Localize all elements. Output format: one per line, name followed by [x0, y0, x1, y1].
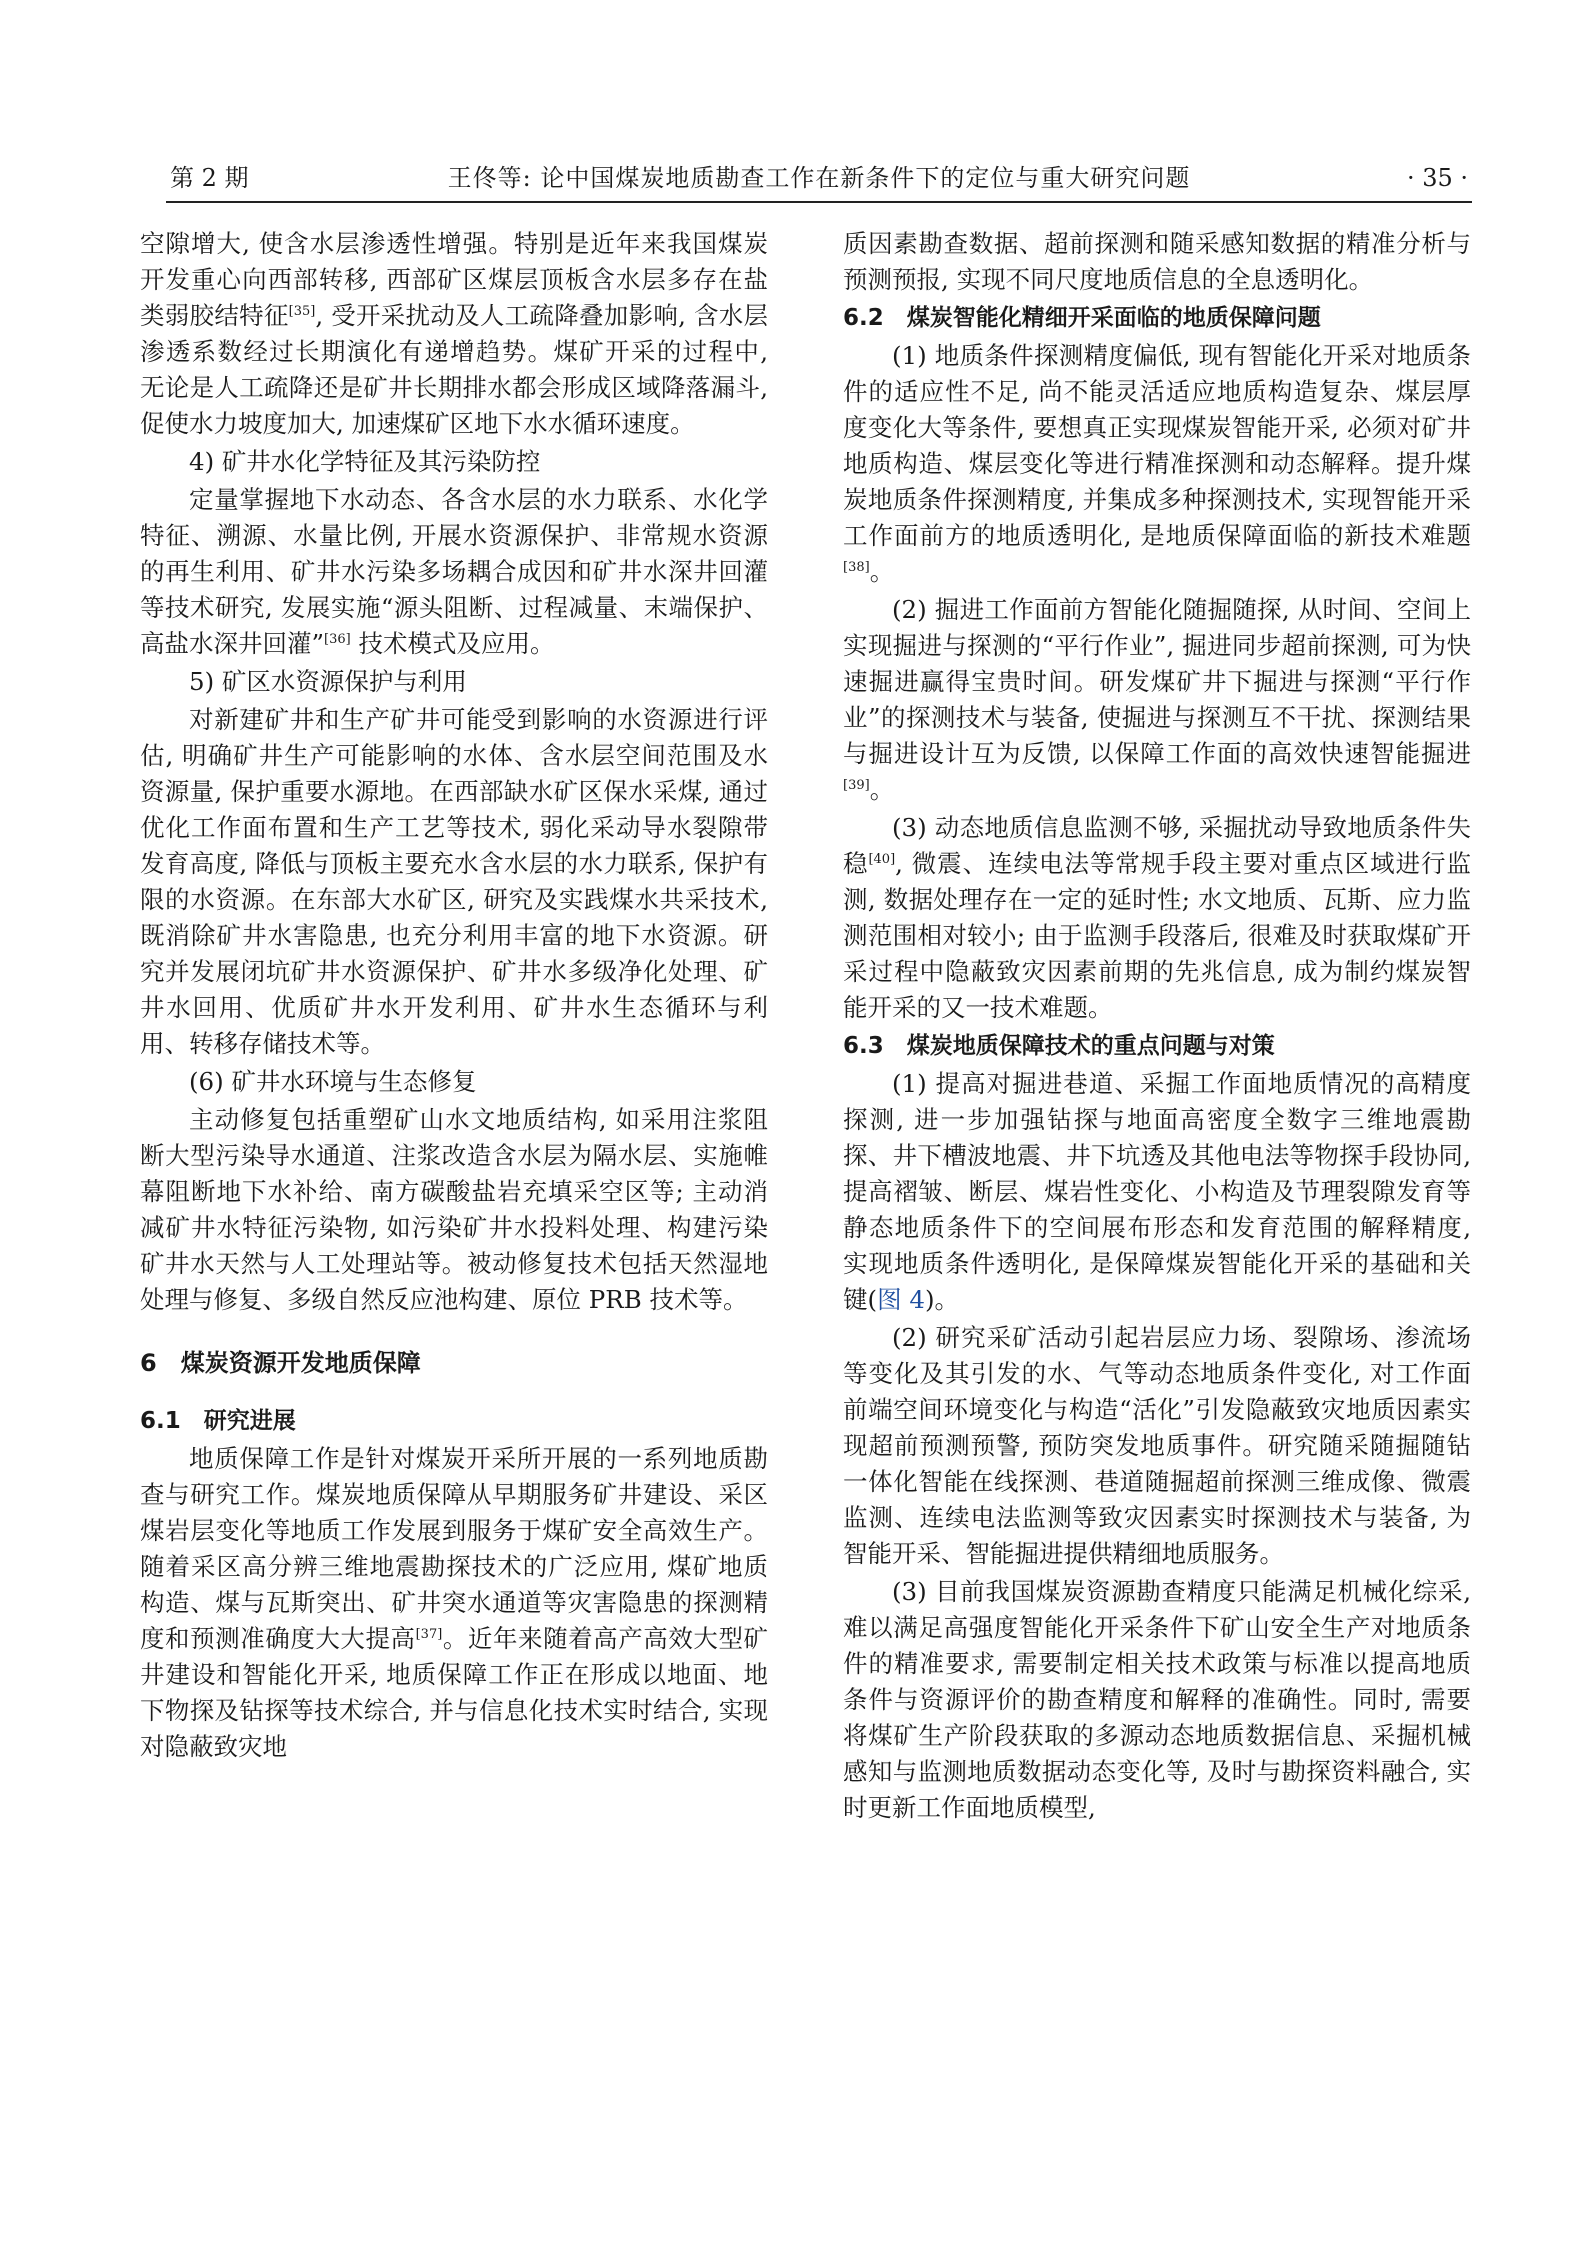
- paragraph-text: , 受开采扰动及人工疏降叠加影响, 含水层渗透系数经过长期演化有递增趋势。煤矿开采的过程中, 无论是人工疏降还是矿井长期排水都会形成区域降落漏斗, 促使水力坡度加大, 加速煤矿区地下水水循环速度。: [140, 301, 769, 438]
- citation: [39]: [843, 778, 870, 793]
- section-heading: 6.1 研究进展: [140, 1408, 296, 1434]
- paragraph-text: (1) 提高对掘进巷道、采掘工作面地质情况的高精度探测, 进一步加强钻探与地面高密度全数字三维地震勘探、井下槽波地震、井下坑透及其他电法等物探手段协同, 提高褶皱、断层、煤岩性变化、小构造及节理裂隙发育等静态地质条件下的空间展布形态和发育范围的解释精度, 实现地质条件透明化, 是保障煤炭智能化开采的基础和关键(: [843, 1069, 1471, 1314]
- paragraph: [843, 1066, 1471, 1318]
- paragraph-text: 。: [869, 557, 895, 586]
- header-issue: 第 2 期: [170, 164, 249, 192]
- paragraph: [843, 592, 1471, 808]
- header-rule: [166, 201, 1472, 203]
- paragraph-text: (2) 掘进工作面前方智能化随掘随探, 从时间、空间上实现掘进与探测的“平行作业”, 掘进同步超前探测, 可为快速掘进赢得宝贵时间。研发煤矿井下掘进与探测“平行作业”的探测技术与装备, 使掘进与探测互不干扰、探测结果与掘进设计互为反馈, 以保障工作面的高效快速智能掘进: [843, 595, 1471, 768]
- paragraph-text: 。: [869, 775, 895, 804]
- paragraph: [140, 1441, 768, 1765]
- paragraph-text: 地质保障工作是针对煤炭开采所开展的一系列地质勘查与研究工作。煤炭地质保障从早期服务矿井建设、采区煤岩层变化等地质工作发展到服务于煤矿安全高效生产。随着采区高分辨三维地震勘探技术的广泛应用, 煤矿地质构造、煤与瓦斯突出、矿井突水通道等灾害隐患的探测精度和预测准确度大大提高: [140, 1444, 768, 1653]
- subsection-heading: 5) 矿区水资源保护与利用: [189, 667, 467, 696]
- paragraph-text: , 微震、连续电法等常规手段主要对重点区域进行监测, 数据处理存在一定的延时性; 水文地质、瓦斯、应力监测范围相对较小; 由于监测手段落后, 很难及时获取煤矿开采过程中隐蔽致灾因素前期的先兆信息, 成为制约煤炭智能开采的又一技术难题。: [843, 849, 1471, 1022]
- header-page-number: · 35 ·: [1406, 164, 1468, 192]
- paragraph-text: 。近年来随着高产高效大型矿井建设和智能化开采, 地质保障工作正在形成以地面、地下物探及钻探等技术综合, 并与信息化技术实时结合, 实现对隐蔽致灾地: [140, 1624, 769, 1761]
- paragraph-text: 定量掌握地下水动态、各含水层的水力联系、水化学特征、溯源、水量比例, 开展水资源保护、非常规水资源的再生利用、矿井水污染多场耦合成因和矿井水深井回灌等技术研究, 发展实施“源头阻断、过程减量、末端保护、高盐水深井回灌”: [140, 485, 768, 658]
- paragraph-text: 技术模式及应用。: [350, 629, 555, 658]
- paragraph-text: )。: [924, 1285, 960, 1314]
- paragraph: [140, 482, 768, 662]
- paragraph: (3) 目前我国煤炭资源勘查精度只能满足机械化综采, 难以满足高强度智能化开采条件下矿山安全生产对地质条件的精准要求, 需要制定相关技术政策与标准以提高地质条件与资源评价的勘查精度和解释的准确性。同时, 需要将煤矿生产阶段获取的多源动态地质数据信息、采掘机械感知与监测地质数据动态变化等, 及时与勘探资料融合, 实时更新工作面地质模型,: [843, 1577, 1471, 1822]
- section-heading: 6.2 煤炭智能化精细开采面临的地质保障问题: [843, 305, 1321, 331]
- section-heading: 6.3 煤炭地质保障技术的重点问题与对策: [843, 1033, 1275, 1059]
- figure-reference-link[interactable]: 图 4: [877, 1285, 925, 1314]
- citation: [35]: [288, 304, 316, 319]
- paragraph: (2) 研究采矿活动引起岩层应力场、裂隙场、渗流场等变化及其引发的水、气等动态地质条件变化, 对工作面前端空间环境变化与构造“活化”引发隐蔽致灾地质因素实现超前预测预警, 预防突发地质事件。研究随采随掘随钻一体化智能在线探测、巷道随掘超前探测三维成像、微震监测、连续电法监测等致灾因素实时探测技术与装备, 为智能开采、智能掘进提供精细地质服务。: [843, 1323, 1471, 1568]
- running-header: [166, 160, 1472, 196]
- citation: [38]: [843, 560, 870, 575]
- paragraph-text: 空隙增大, 使含水层渗透性增强。特别是近年来我国煤炭开发重心向西部转移, 西部矿区煤层顶板含水层多存在盐类弱胶结特征: [140, 229, 768, 330]
- header-title: 王佟等: 论中国煤炭地质勘查工作在新条件下的定位与重大研究问题: [447, 164, 1191, 192]
- right-column: [843, 226, 1471, 1828]
- subsection-heading: 4) 矿井水化学特征及其污染防控: [189, 447, 541, 476]
- paragraph: 主动修复包括重塑矿山水文地质结构, 如采用注浆阻断大型污染导水通道、注浆改造含水层为隔水层、实施帷幕阻断地下水补给、南方碳酸盐岩充填采空区等; 主动消减矿井水特征污染物, 如污染矿井水投料处理、构建污染矿井水天然与人工处理站等。被动修复技术包括天然湿地处理与修复、多级自然反应池构建、原位 PRB 技术等。: [140, 1105, 768, 1314]
- left-column: [140, 226, 768, 1767]
- citation: [40]: [868, 852, 896, 867]
- paragraph: [140, 226, 768, 442]
- subsection-heading: (6) 矿井水环境与生态修复: [189, 1067, 477, 1096]
- paragraph: [843, 338, 1471, 590]
- paragraph: 质因素勘查数据、超前探测和随采感知数据的精准分析与预测预报, 实现不同尺度地质信息的全息透明化。: [843, 229, 1471, 294]
- paragraph: 对新建矿井和生产矿井可能受到影响的水资源进行评估, 明确矿井生产可能影响的水体、含水层空间范围及水资源量, 保护重要水源地。在西部缺水矿区保水采煤, 通过优化工作面布置和生产工艺等技术, 弱化采动导水裂隙带发育高度, 降低与顶板主要充水含水层的水力联系, 保护有限的水资源。在东部大水矿区, 研究及实践煤水共采技术, 既消除矿井水害隐患, 也充分利用丰富的地下水资源。研究并发展闭坑矿井水资源保护、矿井水多级净化处理、矿井水回用、优质矿井水开发利用、矿井水生态循环与利用、转移存储技术等。: [140, 705, 768, 1058]
- section-heading: 6 煤炭资源开发地质保障: [140, 1349, 421, 1377]
- citation: [37]: [415, 1627, 443, 1642]
- citation: [36]: [324, 632, 351, 647]
- paragraph-text: (3) 动态地质信息监测不够, 采掘扰动导致地质条件失稳: [843, 813, 1471, 878]
- paragraph-text: (1) 地质条件探测精度偏低, 现有智能化开采对地质条件的适应性不足, 尚不能灵活适应地质构造复杂、煤层厚度变化大等条件, 要想真正实现煤炭智能开采, 必须对矿井地质构造、煤层变化等进行精准探测和动态解释。提升煤炭地质条件探测精度, 并集成多种探测技术, 实现智能开采工作面前方的地质透明化, 是地质保障面临的新技术难题: [843, 341, 1471, 550]
- paragraph: [843, 810, 1471, 1026]
